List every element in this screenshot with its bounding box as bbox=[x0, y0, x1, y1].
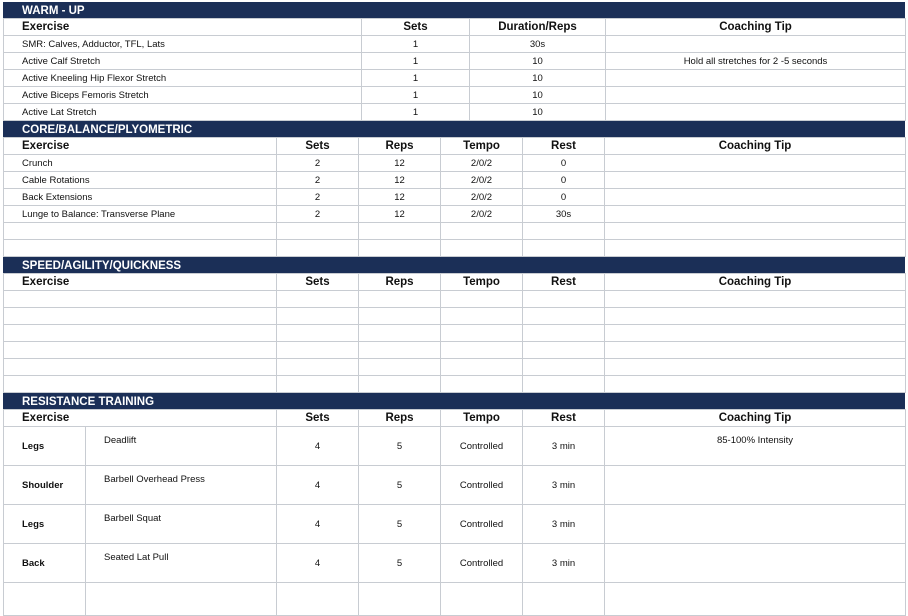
exercise-cell: Barbell Overhead Press bbox=[86, 466, 277, 505]
tempo-cell: Controlled bbox=[441, 505, 523, 544]
column-header-exercise: Exercise bbox=[4, 138, 277, 155]
reps-cell: 5 bbox=[359, 544, 441, 583]
sets-cell: 4 bbox=[277, 544, 359, 583]
sets-cell: 4 bbox=[277, 505, 359, 544]
tip-cell bbox=[605, 172, 906, 189]
empty-row bbox=[4, 240, 906, 257]
rest-cell: 3 min bbox=[523, 544, 605, 583]
exercise-cell: Back Extensions bbox=[4, 189, 277, 206]
category-cell: Legs bbox=[4, 505, 86, 544]
exercise-cell: Cable Rotations bbox=[4, 172, 277, 189]
rest-cell: 3 min bbox=[523, 427, 605, 466]
column-header-coaching-tip: Coaching Tip bbox=[605, 274, 906, 291]
column-header-reps: Reps bbox=[359, 274, 441, 291]
column-header-exercise: Exercise bbox=[4, 410, 277, 427]
saq-header-row bbox=[4, 274, 906, 291]
resistance-table bbox=[3, 409, 906, 616]
table-row bbox=[4, 427, 906, 466]
sets-cell: 4 bbox=[277, 427, 359, 466]
column-header-rest: Rest bbox=[523, 138, 605, 155]
tempo-cell: 2/0/2 bbox=[441, 189, 523, 206]
tip-cell: Hold all stretches for 2 -5 seconds bbox=[606, 53, 906, 70]
column-header-exercise: Exercise bbox=[4, 274, 277, 291]
tip-cell bbox=[605, 206, 906, 223]
column-header-coaching-tip: Coaching Tip bbox=[605, 138, 906, 155]
exercise-cell: Lunge to Balance: Transverse Plane bbox=[4, 206, 277, 223]
column-header-coaching-tip: Coaching Tip bbox=[605, 410, 906, 427]
column-header-coaching-tip: Coaching Tip bbox=[606, 19, 906, 36]
empty-row bbox=[4, 342, 906, 359]
sets-cell: 1 bbox=[362, 104, 470, 121]
section-header-warmup: WARM - UP bbox=[3, 2, 905, 18]
sets-cell: 2 bbox=[277, 172, 359, 189]
rest-cell: 3 min bbox=[523, 466, 605, 505]
warmup-header-row bbox=[4, 19, 906, 36]
reps-cell: 12 bbox=[359, 189, 441, 206]
tip-cell bbox=[605, 505, 906, 544]
category-cell: Back bbox=[4, 544, 86, 583]
duration-cell: 30s bbox=[470, 36, 606, 53]
exercise-cell: Active Lat Stretch bbox=[4, 104, 362, 121]
rest-cell: 0 bbox=[523, 172, 605, 189]
tip-cell bbox=[605, 466, 906, 505]
column-header-tempo: Tempo bbox=[441, 138, 523, 155]
duration-cell: 10 bbox=[470, 53, 606, 70]
column-header-exercise: Exercise bbox=[4, 19, 362, 36]
exercise-cell: Active Kneeling Hip Flexor Stretch bbox=[4, 70, 362, 87]
table-row bbox=[4, 155, 906, 172]
tempo-cell: 2/0/2 bbox=[441, 155, 523, 172]
column-header-sets: Sets bbox=[277, 138, 359, 155]
empty-row bbox=[4, 376, 906, 393]
tip-cell bbox=[606, 104, 906, 121]
tempo-cell: Controlled bbox=[441, 466, 523, 505]
reps-cell: 12 bbox=[359, 155, 441, 172]
tempo-cell: 2/0/2 bbox=[441, 206, 523, 223]
exercise-cell: Barbell Squat bbox=[86, 505, 277, 544]
table-row bbox=[4, 87, 906, 104]
sets-cell: 1 bbox=[362, 70, 470, 87]
table-row bbox=[4, 70, 906, 87]
sets-cell: 1 bbox=[362, 87, 470, 104]
tempo-cell: 2/0/2 bbox=[441, 172, 523, 189]
duration-cell: 10 bbox=[470, 87, 606, 104]
empty-row bbox=[4, 308, 906, 325]
exercise-cell: Active Calf Stretch bbox=[4, 53, 362, 70]
empty-row bbox=[4, 325, 906, 342]
table-row bbox=[4, 172, 906, 189]
tempo-cell: Controlled bbox=[441, 427, 523, 466]
table-row bbox=[4, 466, 906, 505]
workout-sheet bbox=[3, 2, 905, 616]
exercise-cell: Deadlift bbox=[86, 427, 277, 466]
core-table bbox=[3, 137, 906, 257]
rest-cell: 0 bbox=[523, 189, 605, 206]
section-header-saq: SPEED/AGILITY/QUICKNESS bbox=[3, 257, 905, 273]
category-cell: Shoulder bbox=[4, 466, 86, 505]
tip-cell bbox=[606, 36, 906, 53]
column-header-duration: Duration/Reps bbox=[470, 19, 606, 36]
table-row bbox=[4, 189, 906, 206]
sets-cell: 2 bbox=[277, 155, 359, 172]
table-row bbox=[4, 206, 906, 223]
table-row bbox=[4, 505, 906, 544]
sets-cell: 1 bbox=[362, 53, 470, 70]
tip-cell bbox=[605, 189, 906, 206]
duration-cell: 10 bbox=[470, 70, 606, 87]
exercise-cell: Seated Lat Pull bbox=[86, 544, 277, 583]
empty-row bbox=[4, 583, 906, 616]
tip-cell bbox=[605, 544, 906, 583]
tip-cell bbox=[606, 87, 906, 104]
warmup-table bbox=[3, 18, 906, 121]
reps-cell: 12 bbox=[359, 206, 441, 223]
table-row bbox=[4, 544, 906, 583]
column-header-sets: Sets bbox=[277, 274, 359, 291]
sets-cell: 2 bbox=[277, 189, 359, 206]
tip-cell bbox=[606, 70, 906, 87]
section-header-core: CORE/BALANCE/PLYOMETRIC bbox=[3, 121, 905, 137]
empty-row bbox=[4, 291, 906, 308]
exercise-cell: Active Biceps Femoris Stretch bbox=[4, 87, 362, 104]
sets-cell: 2 bbox=[277, 206, 359, 223]
table-row bbox=[4, 104, 906, 121]
column-header-sets: Sets bbox=[277, 410, 359, 427]
exercise-cell: SMR: Calves, Adductor, TFL, Lats bbox=[4, 36, 362, 53]
tempo-cell: Controlled bbox=[441, 544, 523, 583]
column-header-rest: Rest bbox=[523, 274, 605, 291]
tip-cell bbox=[605, 155, 906, 172]
reps-cell: 5 bbox=[359, 466, 441, 505]
duration-cell: 10 bbox=[470, 104, 606, 121]
table-row bbox=[4, 53, 906, 70]
rest-cell: 3 min bbox=[523, 505, 605, 544]
column-header-sets: Sets bbox=[362, 19, 470, 36]
column-header-tempo: Tempo bbox=[441, 410, 523, 427]
column-header-tempo: Tempo bbox=[441, 274, 523, 291]
empty-row bbox=[4, 223, 906, 240]
section-header-resistance: RESISTANCE TRAINING bbox=[3, 393, 905, 409]
column-header-rest: Rest bbox=[523, 410, 605, 427]
reps-cell: 12 bbox=[359, 172, 441, 189]
column-header-reps: Reps bbox=[359, 410, 441, 427]
sets-cell: 1 bbox=[362, 36, 470, 53]
rest-cell: 30s bbox=[523, 206, 605, 223]
reps-cell: 5 bbox=[359, 427, 441, 466]
category-cell: Legs bbox=[4, 427, 86, 466]
saq-table bbox=[3, 273, 906, 393]
exercise-cell: Crunch bbox=[4, 155, 277, 172]
sets-cell: 4 bbox=[277, 466, 359, 505]
table-row bbox=[4, 36, 906, 53]
resistance-header-row bbox=[4, 410, 906, 427]
empty-row bbox=[4, 359, 906, 376]
reps-cell: 5 bbox=[359, 505, 441, 544]
rest-cell: 0 bbox=[523, 155, 605, 172]
core-header-row bbox=[4, 138, 906, 155]
column-header-reps: Reps bbox=[359, 138, 441, 155]
tip-cell: 85-100% Intensity bbox=[605, 427, 906, 466]
